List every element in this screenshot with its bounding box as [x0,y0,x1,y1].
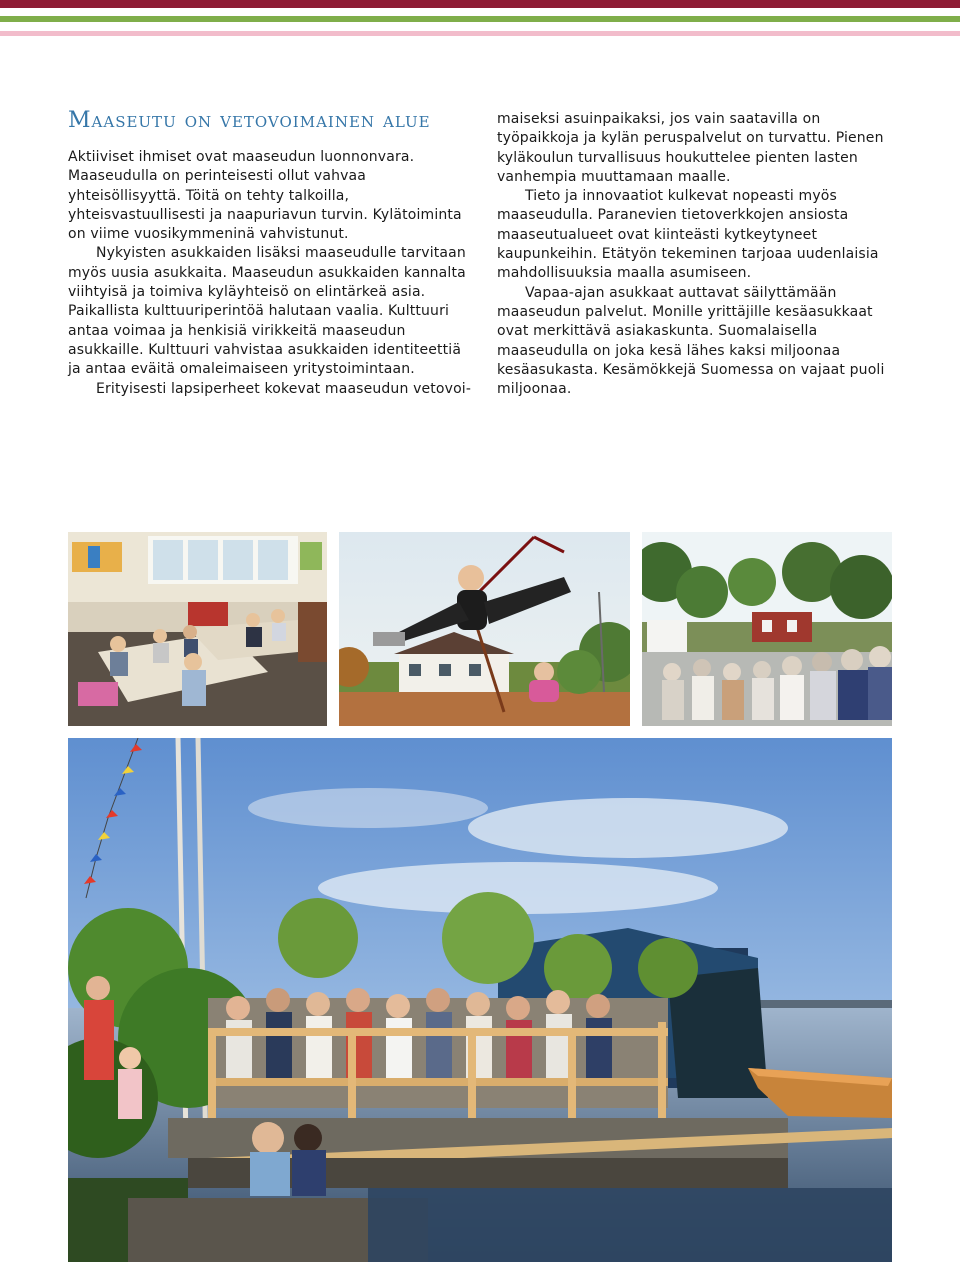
paragraph: Erityisesti lapsiperheet kokevat maaseudun vetovoi- [96,380,472,397]
outdoor-event-photo [642,532,892,726]
paragraph: Nykyisten asukkaiden lisäksi maaseudulle tarvitaan myös uusia asukkaita. Maaseudun asukkaiden kannalta viihtyisä ja toimiva kyläyhteisö on elintärkeä asia. Paikallista kulttuuriperintöä halutaan vaalia. Kulttuuri antaa voimaa ja henkisiä virikkeitä maaseudun asukkaille. Kulttuuri vahvistaa asukkaiden identiteettiä ja antaa eväitä omaleimaiseen yritystoimintaan. [68,245,466,378]
header-stripe-green [0,16,960,22]
swing-photo [339,532,630,726]
text-column-left [68,148,476,399]
paragraph: maiseksi asuinpaikaksi, jos vain saatavilla on työpaikkoja ja kylän peruspalvelut on turvattu. Pienen kyläkoulun turvallisuus houkuttelee pienten lasten vanhempia muuttamaan maalle. [497,111,884,185]
paragraph: Vapaa-ajan asukkaat auttavat säilyttämään maaseudun palvelut. Monille yrittäjille kesäasukkaat ovat merkittävä asiakaskunta. Suomalaisella maaseudulla on joka kesä lähes kaksi miljoonaa kesäasukasta. Kesämökkejä Suomessa on vajaat puoli miljoonaa. [497,284,885,398]
text-column-right [497,110,905,399]
header-stripe-red [0,0,960,8]
classroom-photo [68,532,327,726]
harbour-gathering-photo [68,738,892,1262]
section-heading: Maaseutu on vetovoimainen alue [68,108,431,133]
paragraph: Aktiiviset ihmiset ovat maaseudun luonnonvara. Maaseudulla on perinteisesti ollut vahvaa yhteisöllisyyttä. Töitä on tehty talkoilla, yhteisvastuullisesti ja naapuriavun turvin. Kylätoiminta on viime vuosikymmeninä vahvistunut. [68,149,462,243]
paragraph: Tieto ja innovaatiot kulkevat nopeasti myös maaseudulla. Paranevien tietoverkkojen ansiosta maaseutualueet ovat kiinteästi kytkeytyneet kaupunkeihin. Etätyön tekeminen tarjoaa uudenlaisia mahdollisuuksia maalla asumiseen. [497,188,879,282]
header-stripe-pink [0,31,960,36]
